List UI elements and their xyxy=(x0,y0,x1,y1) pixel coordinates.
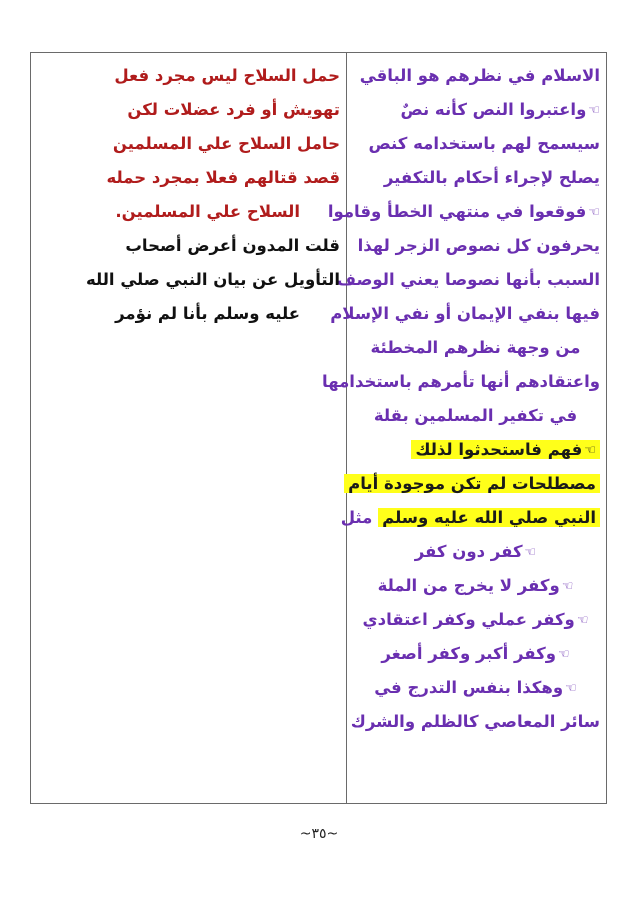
right-column xyxy=(322,53,606,803)
right-line-7-text: السبب بأنها نصوصا يعني الوصف xyxy=(336,270,600,289)
right-line-10 xyxy=(322,365,600,399)
left-line-1: حمل السلاح ليس مجرد فعل xyxy=(114,66,340,85)
left-line-7: التأويل عن بيان النبي صلي الله xyxy=(86,270,340,289)
right-line-20-text: سائر المعاصي كالظلم والشرك xyxy=(350,712,600,731)
right-line-17 xyxy=(351,603,600,637)
right-line-10-text: واعتقادهم أنها تأمرهم باستخدامها xyxy=(322,372,600,391)
right-line-18 xyxy=(351,637,600,671)
right-line-5-text: فوقعوا في منتهي الخطأ وقاموا xyxy=(327,202,587,221)
right-line-12-text: فهم فاستحدثوا لذلك xyxy=(415,440,583,459)
right-line-5 xyxy=(327,195,600,229)
pointing-hand-icon: ☜ xyxy=(565,680,577,696)
pointing-hand-icon: ☜ xyxy=(561,578,574,594)
right-line-14 xyxy=(340,501,600,535)
left-line-5: السلاح علي المسلمين. xyxy=(115,202,300,221)
right-line-8-text: فيها بنفي الإيمان أو نفي الإسلام xyxy=(330,304,600,323)
right-line-17-text: وكفر عملي وكفر اعتقادي xyxy=(362,610,575,629)
pointing-hand-icon: ☜ xyxy=(588,102,600,118)
right-line-3-text: سيسمح لهم باستخدامه كنص xyxy=(368,134,600,153)
two-column-table xyxy=(30,52,607,804)
right-line-6 xyxy=(351,229,600,263)
right-line-20 xyxy=(351,705,600,739)
pointing-hand-icon: ☜ xyxy=(576,612,589,628)
left-line-8: عليه وسلم بأنا لم نؤمر xyxy=(115,304,300,323)
highlighted-text xyxy=(411,440,600,459)
right-line-3 xyxy=(351,127,600,161)
right-line-6-text: يحرفون كل نصوص الزجر لهذا xyxy=(357,236,600,255)
right-line-16-text: وكفر لا يخرج من الملة xyxy=(377,576,560,595)
highlighted-text: النبي صلي الله عليه وسلم xyxy=(378,508,600,527)
right-line-19-text: وهكذا بنفس التدرج في xyxy=(374,678,564,697)
right-line-2-text: واعتبروا النص كأنه نصٌ xyxy=(400,100,587,119)
pointing-hand-icon: ☜ xyxy=(588,204,600,220)
left-line-4: قصد قتالهم فعلا بمجرد حمله xyxy=(106,168,340,187)
page-number: ~٣٥~ xyxy=(299,826,339,842)
pointing-hand-icon: ☜ xyxy=(558,646,570,662)
right-line-1 xyxy=(351,59,600,93)
right-line-14-tail: مثل xyxy=(340,508,373,527)
right-line-19 xyxy=(351,671,600,705)
right-line-16 xyxy=(351,569,600,603)
right-line-9-text: من وجهة نظرهم المخطئة xyxy=(370,338,581,357)
right-line-15 xyxy=(351,535,600,569)
right-line-1-text: الاسلام في نظرهم هو الباقي xyxy=(359,66,600,85)
right-line-12 xyxy=(351,433,600,467)
right-line-11 xyxy=(351,399,600,433)
right-line-4-text: يصلح لإجراء أحكام بالتكفير xyxy=(383,168,600,187)
pointing-hand-icon: ☜ xyxy=(524,544,537,560)
left-line-3: حامل السلاح علي المسلمين xyxy=(112,134,340,153)
highlighted-text: مصطلحات لم تكن موجودة أيام xyxy=(344,474,600,493)
pointing-hand-icon: ☜ xyxy=(584,442,596,458)
right-line-15-text: كفر دون كفر xyxy=(414,542,523,561)
right-line-8 xyxy=(330,297,600,331)
left-line-6: قلت المدون أعرض أصحاب xyxy=(125,236,340,255)
right-line-11-text: في تكفير المسلمين بقلة xyxy=(373,406,578,425)
right-line-4 xyxy=(351,161,600,195)
left-line-2: تهويش أو فرد عضلات لكن xyxy=(127,100,340,119)
left-column xyxy=(31,53,346,803)
right-line-9 xyxy=(351,331,600,365)
right-line-7 xyxy=(336,263,600,297)
right-line-2 xyxy=(351,93,600,127)
right-line-18-text: وكفر أكبر وكفر أصغر xyxy=(381,644,556,663)
right-line-13 xyxy=(348,467,600,501)
